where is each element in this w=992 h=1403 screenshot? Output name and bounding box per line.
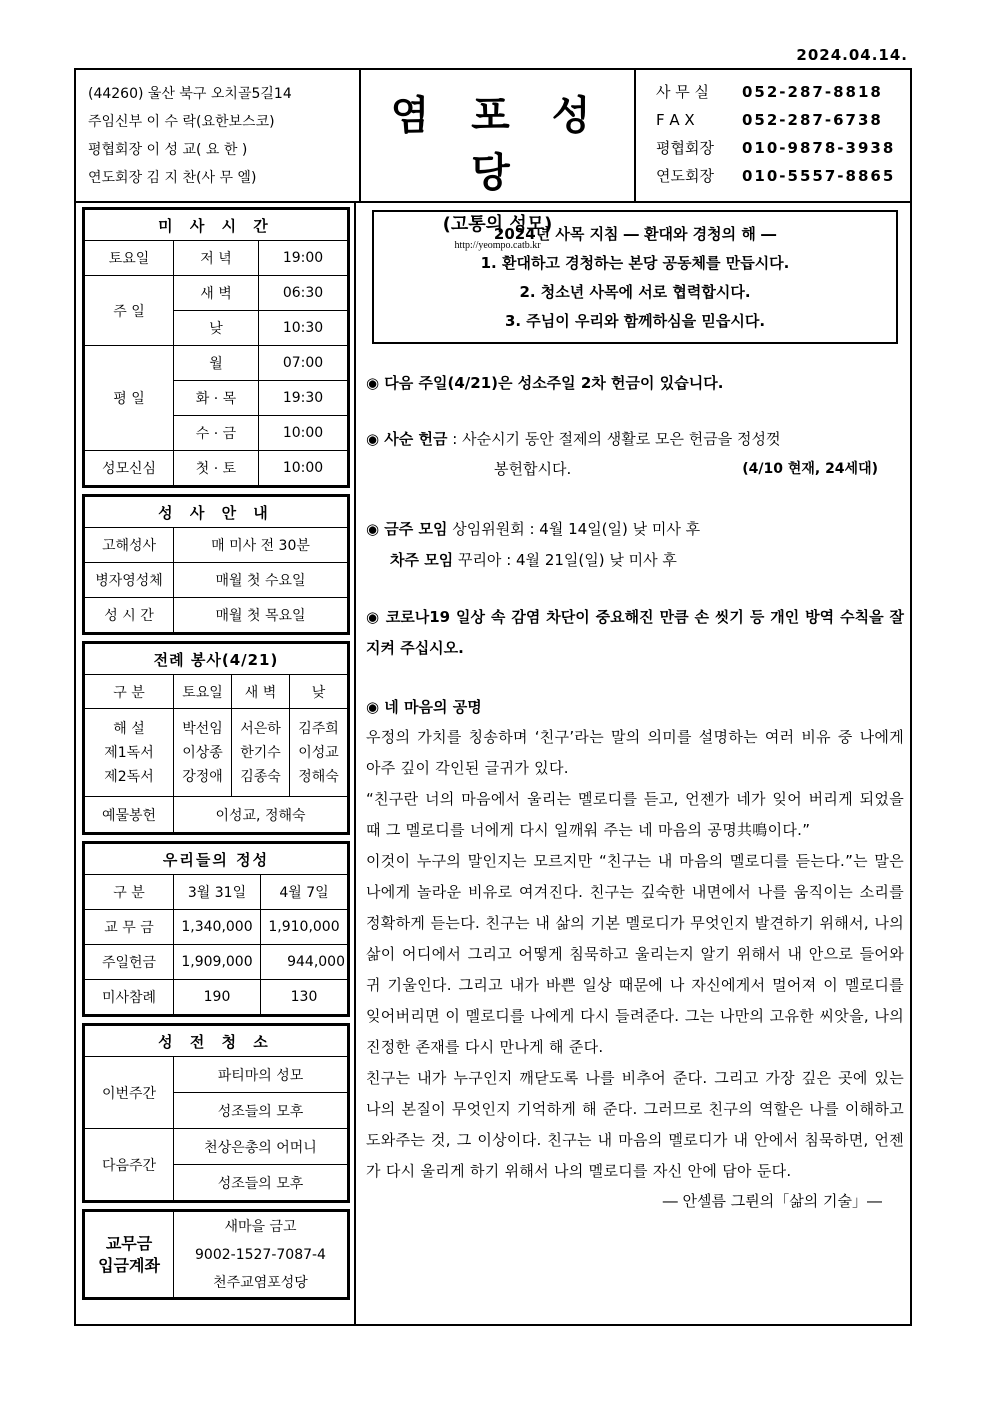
- notice-lent-offering: [366, 424, 904, 484]
- contact-row: [656, 162, 895, 190]
- contact-label: 연도회장: [656, 167, 714, 185]
- church-subtitle: (고통의 성모): [442, 214, 553, 235]
- mass-times-table: [84, 209, 348, 486]
- cleaning-box: [82, 1023, 350, 1203]
- liturgy-saturday: 박선임 이상종 강정애: [174, 709, 232, 797]
- notice-vocation-sunday: ◉ 다음 주일(4/21)은 성소주일 2차 헌금이 있습니다.: [366, 374, 724, 392]
- notice-note: (4/10 현재, 24세대): [742, 461, 878, 477]
- essay-title: ◉ 네 마음의 공명: [366, 698, 482, 716]
- sacrament-title: 성 사 안 내: [85, 497, 348, 528]
- contact-row: [656, 134, 895, 162]
- saturday-time-label: 저 녁: [174, 241, 259, 276]
- column-divider: [354, 201, 356, 1324]
- this-week-group: 성조들의 모후: [174, 1093, 348, 1129]
- sick-communion-value: 매월 첫 수요일: [174, 563, 348, 598]
- attendance-mar31: 190: [174, 980, 261, 1015]
- yeondo-president: 연도회장 김 지 찬(사 무 엘): [88, 170, 257, 186]
- offering-head: 3월 31일: [174, 875, 261, 910]
- notice-covid: ◉ 코로나19 일상 속 감염 차단이 중요해진 만큼 손 씻기 등 개인 방역 수칙을 잘 지켜 주십시오.: [366, 608, 904, 657]
- liturgy-roles: 해 설 제1독서 제2독서: [85, 709, 174, 797]
- notice-body: 봉헌합시다.: [494, 460, 572, 478]
- offertory-value: 이성교, 정해숙: [174, 797, 348, 833]
- saturday-time: 19:00: [259, 241, 348, 276]
- weekday-mon-time: 07:00: [259, 346, 348, 381]
- confession-label: 고해성사: [85, 528, 174, 563]
- weekday-wed-fri-time: 10:00: [259, 416, 348, 451]
- sunday-day-label: 낮: [174, 311, 259, 346]
- essay-paragraph: 우정의 가치를 칭송하며 ‘친구’라는 말의 의미를 설명하는 여러 비유 중 나에게 아주 깊이 각인된 글귀가 있다.: [366, 728, 904, 777]
- address: (44260) 울산 북구 오치골5길14: [88, 86, 292, 102]
- sunday-dawn-label: 새 벽: [174, 276, 259, 311]
- weekday-mon-label: 월: [174, 346, 259, 381]
- weekday-tue-thu-label: 화 · 목: [174, 381, 259, 416]
- cleaning-table: [84, 1025, 348, 1201]
- this-week-label: 이번주간: [85, 1057, 174, 1129]
- holy-hour-value: 매월 첫 목요일: [174, 598, 348, 633]
- liturgy-head: 토요일: [174, 675, 232, 709]
- liturgy-box: [82, 641, 350, 835]
- offering-table: [84, 843, 348, 1015]
- council-president: 평협회장 이 성 교( 요 한 ): [88, 142, 248, 158]
- sunday-collection-label: 주일헌금: [85, 945, 174, 980]
- bulletin-date: 2024.04.14.: [796, 46, 908, 64]
- cleaning-title: 성 전 청 소: [85, 1026, 348, 1057]
- holy-hour-label: 성 시 간: [85, 598, 174, 633]
- marian-devotion-day: 첫 · 토: [174, 451, 259, 486]
- this-week-group: 파티마의 성모: [174, 1057, 348, 1093]
- sunday-dawn-time: 06:30: [259, 276, 348, 311]
- next-week-group: 성조들의 모후: [174, 1165, 348, 1201]
- offering-head: 4월 7일: [261, 875, 348, 910]
- liturgy-table: [84, 643, 348, 833]
- notice-heading: 차주 모임: [390, 551, 454, 569]
- liturgy-dawn: 서은하 한기수 김종숙: [232, 709, 290, 797]
- liturgy-title: 전례 봉사(4/21): [85, 644, 348, 675]
- sunday-collection-mar31: 1,909,000: [174, 945, 261, 980]
- offering-title: 우리들의 정성: [85, 844, 348, 875]
- tithe-label: 교 무 금: [85, 910, 174, 945]
- marian-devotion-time: 10:00: [259, 451, 348, 486]
- right-column: [366, 210, 904, 1215]
- contact-row: [656, 106, 895, 134]
- notice-body: 상임위원회 : 4월 14일(일) 낮 미사 후: [447, 520, 701, 538]
- liturgy-head: 구 분: [85, 675, 174, 709]
- essay-paragraph: 친구는 내가 누구인지 깨닫도록 나를 비추어 준다. 그리고 가장 깊은 곳에 있는 나의 본질이 무엇인지 기억하게 해 준다. 그러므로 친구의 역할은 나를 이해하고 도와주는 것, 그 이상이다. 친구는 내 마음의 멜로디가 내 안에서 침묵하면, 언젠가 다시 울리게 하기 위해서 나의 멜로디를 자신 안에 담아 둔다.: [366, 1069, 904, 1180]
- essay: [366, 722, 904, 1215]
- sick-communion-label: 병자영성체: [85, 563, 174, 598]
- policy-item: 1. 환대하고 경청하는 본당 공동체를 만듭시다.: [480, 254, 790, 272]
- attendance-label: 미사참례: [85, 980, 174, 1015]
- contact-row: [656, 78, 895, 106]
- contact-label: F A X: [656, 111, 695, 129]
- church-url[interactable]: http://yeompo.catb.kr: [454, 240, 541, 251]
- mass-times-box: [82, 207, 350, 488]
- account-label: 교무금 입금계좌: [85, 1212, 174, 1298]
- notice-body: : 사순시기 동안 절제의 생활로 모은 헌금을 정성껏: [447, 430, 781, 448]
- essay-source: ― 안셀름 그륀의「삶의 기술」―: [662, 1192, 882, 1210]
- header-left-info: [88, 80, 358, 192]
- offering-head: 구 분: [85, 875, 174, 910]
- sacrament-table: [84, 496, 348, 633]
- policy-title: 2024년 사목 지침 ― 환대와 경청의 해 ―: [493, 225, 777, 243]
- bulletin-frame: [74, 68, 912, 1326]
- next-week-label: 다음주간: [85, 1129, 174, 1201]
- left-column: [82, 207, 350, 1300]
- policy-item: 2. 청소년 사목에 서로 협력합시다.: [519, 283, 751, 301]
- essay-paragraph: “친구란 너의 마음에서 울리는 멜로디를 듣고, 언젠가 네가 잊어 버리게 되었을 때 그 멜로디를 너에게 다시 일깨워 주는 네 마음의 공명共鳴이다.”: [366, 790, 904, 839]
- policy-item: 3. 주님이 우리와 함께하심을 믿읍시다.: [504, 312, 766, 330]
- contact-label: 사 무 실: [656, 83, 710, 101]
- offering-box: [82, 841, 350, 1017]
- weekday-label: 평 일: [85, 346, 174, 451]
- notice-meetings: [366, 514, 904, 576]
- sunday-label: 주 일: [85, 276, 174, 346]
- contact-value: 010-5557-8865: [742, 167, 896, 185]
- contact-value: 010-9878-3938: [742, 139, 896, 157]
- marian-devotion-label: 성모신심: [85, 451, 174, 486]
- contact-value: 052-287-6738: [742, 111, 883, 129]
- liturgy-head: 새 벽: [232, 675, 290, 709]
- account-box: [82, 1209, 350, 1300]
- next-week-group: 천상은총의 어머니: [174, 1129, 348, 1165]
- sunday-collection-apr7: 944,000: [261, 945, 348, 980]
- offertory-label: 예물봉헌: [85, 797, 174, 833]
- weekday-tue-thu-time: 19:30: [259, 381, 348, 416]
- contact-value: 052-287-8818: [742, 83, 883, 101]
- liturgy-head: 낮: [290, 675, 348, 709]
- pastoral-policy-box: [372, 210, 898, 344]
- contacts: [656, 78, 895, 190]
- account-details: 새마을 금고 9002-1527-7087-4 천주교염포성당: [174, 1212, 348, 1298]
- attendance-apr7: 130: [261, 980, 348, 1015]
- sacrament-box: [82, 494, 350, 635]
- account-table: [84, 1211, 348, 1298]
- contact-label: 평협회장: [656, 139, 714, 157]
- church-name: 염 포 성 당: [390, 92, 605, 196]
- pastor: 주임신부 이 수 락(요한보스코): [88, 114, 275, 130]
- notice-heading: ◉ 금주 모임: [366, 520, 448, 538]
- liturgy-day: 김주희 이성교 정해숙: [290, 709, 348, 797]
- weekday-wed-fri-label: 수 · 금: [174, 416, 259, 451]
- confession-value: 매 미사 전 30분: [174, 528, 348, 563]
- sunday-day-time: 10:30: [259, 311, 348, 346]
- mass-times-title: 미 사 시 간: [85, 210, 348, 241]
- notice-heading: ◉ 사순 헌금: [366, 430, 448, 448]
- tithe-mar31: 1,340,000: [174, 910, 261, 945]
- essay-paragraph: 이것이 누구의 말인지는 모르지만 “친구는 내 마음의 멜로디를 듣는다.”는 말은 나에게 놀라운 비유로 여겨진다. 친구는 깊숙한 내면에서 나를 움직이는 소리를 정확하게 듣는다. 친구는 내 삶의 기본 멜로디가 무엇인지 발견하기 위해서, 나의 삶이 어디에서 그리고 어떻게 침묵하고 울리는지 알기 위해서 내 안으로 들어와 귀 기울인다. 그리고 내가 바쁜 일상 때문에 나 자신에게서 멀어져 이 멜로디를 잊어버리면 이 멜로디를 나에게 다시 들려준다. 그는 나만의 고유한 씨앗을, 나의 진정한 존재를 다시 만나게 해 준다.: [366, 852, 904, 1056]
- tithe-apr7: 1,910,000: [261, 910, 348, 945]
- saturday-label: 토요일: [85, 241, 174, 276]
- notice-body: 꾸리아 : 4월 21일(일) 낮 미사 후: [453, 551, 677, 569]
